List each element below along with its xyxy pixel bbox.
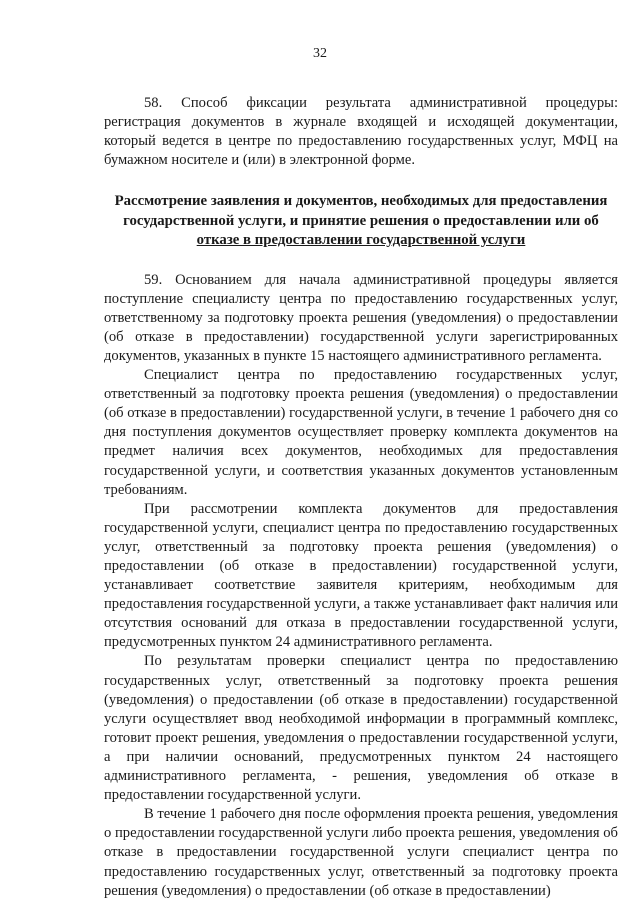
- paragraph-58: 58. Способ фиксации результата административной процедуры: регистрация документов в журнале входящей и исходящей документации, который ведется в центре по предоставлению государственных услуг, МФЦ на бумажном носителе и (или) в электронной форме.: [104, 95, 618, 169]
- page-number: 32: [313, 46, 327, 61]
- paragraph-59: 59. Основанием для начала административной процедуры является поступление специалисту центра по предоставлению государственных услуг, ответственному за подготовку проекта решения (уведомления) о предоставлении (об отказе в предоставлении) государственной услуги зарегистрированных документов, указанных в пункте 15 настоящего административного регламента.: [104, 271, 618, 364]
- document-body: [104, 94, 618, 901]
- section-heading-line-2: отказе в предоставлении государственной услуги: [196, 232, 526, 249]
- section-heading-line-1: Рассмотрение заявления и документов, необходимых для предоставления государственной услуги, и принятие решения о предоставлении или об: [114, 193, 608, 229]
- section-heading: [104, 192, 618, 250]
- paragraph-specialist-check: Специалист центра по предоставлению государственных услуг, ответственный за подготовку проекта решения (уведомления) о предоставлении (об отказе в предоставлении) государственной услуги, в течение 1 рабочего дня со дня поступления документов осуществляет проверку комплекта документов на предмет наличия всех документов, необходимых для предоставления государственной услуги, и соответствия указанных документов установленным требованиям.: [104, 367, 618, 498]
- paragraph-review-criteria: При рассмотрении комплекта документов для предоставления государственной услуги, специалист центра по предоставлению государственных услуг, ответственный за подготовку проекта решения (уведомления) о предоставлении (об отказе в предоставлении) государственной услуги, устанавливает соответствие заявителя критериям, необходимым для предоставления государственной услуги, а также устанавливает факт наличия или отсутствия оснований для отказа в предоставлении государственной услуги, предусмотренных пунктом 24 административного регламента.: [104, 500, 618, 651]
- paragraph-within-one-day: В течение 1 рабочего дня после оформления проекта решения, уведомления о предоставлении государственной услуги либо проекта решения, уведомления об отказе в предоставлении государственной услуги специалист центра по предоставлению государственных услуг, ответственный за подготовку проекта решения (уведомления) о предоставлении (об отказе в предоставлении): [104, 806, 618, 899]
- paragraph-check-results: По результатам проверки специалист центра по предоставлению государственных услуг, ответственный за подготовку проекта решения (уведомления) о предоставлении (об отказе в предоставлении) государственной услуги осуществляет ввод необходимой информации в программный комплекс, готовит проект решения, уведомления о предоставлении государственной услуги, а при наличии оснований, предусмотренных пунктом 24 настоящего административного регламента, - решения, уведомления об отказе в предоставлении государственной услуги.: [104, 653, 618, 804]
